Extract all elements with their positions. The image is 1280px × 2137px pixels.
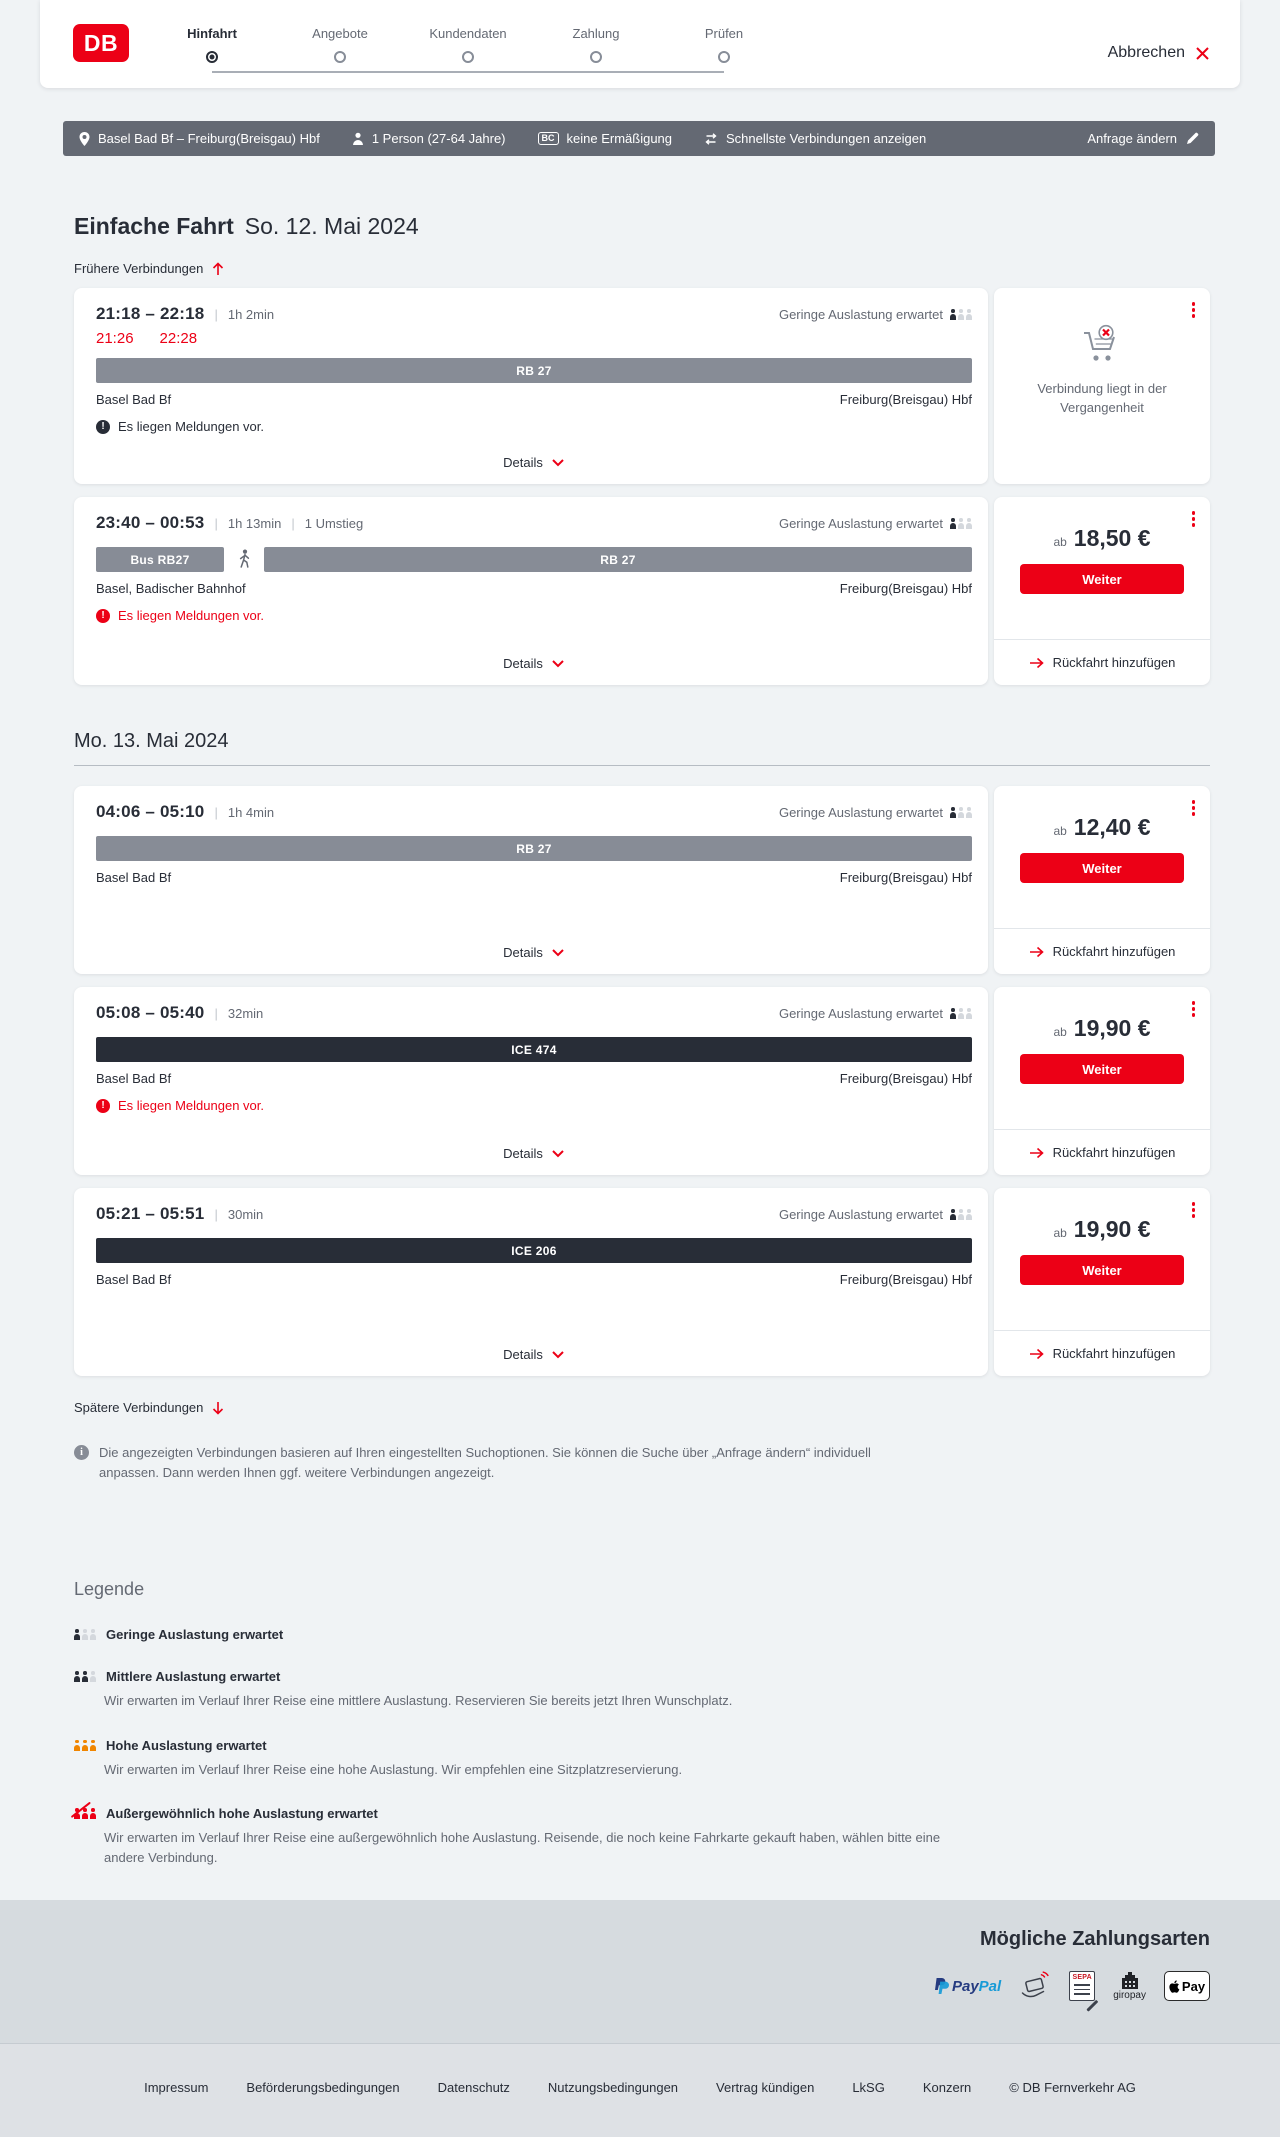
departure-arrival-times: 05:08 – 05:40 [96, 1003, 205, 1022]
trip-type-label: Einfache Fahrt [74, 213, 234, 239]
date-heading: So. 12. Mai 2024 [244, 213, 419, 239]
connection-details [74, 497, 988, 685]
occupancy-low-icon [950, 1209, 972, 1220]
location-pin-icon [79, 132, 90, 146]
route-label: Basel Bad Bf – Freiburg(Breisgau) Hbf [98, 131, 320, 146]
delayed-arrival: 22:28 [159, 330, 198, 347]
apple-logo-icon [1169, 1980, 1180, 1993]
kebab-menu[interactable] [1190, 300, 1198, 320]
delayed-departure: 21:26 [96, 330, 134, 347]
step-hinfahrt[interactable] [148, 26, 276, 63]
connection-details [74, 987, 988, 1175]
departure-arrival-times: 04:06 – 05:10 [96, 802, 205, 821]
add-return-label: Rückfahrt hinzufügen [1052, 1145, 1176, 1160]
legend-item-description: Wir erwarten im Verlauf Ihrer Reise eine hohe Auslastung. Wir empfehlen eine Sitzplatzreservierung. [104, 1761, 683, 1777]
stations-row [96, 392, 972, 407]
pencil-icon [1186, 132, 1199, 145]
footer-link-lksg[interactable]: LkSG [852, 2080, 885, 2096]
connection-head [96, 1003, 972, 1023]
add-return-label: Rückfahrt hinzufügen [1052, 1346, 1176, 1361]
departure-arrival-times: 05:21 – 05:51 [96, 1204, 205, 1223]
occupancy-indicator [779, 1207, 972, 1222]
step-angebote[interactable] [276, 26, 404, 63]
occupancy-exceptional-icon [74, 1808, 96, 1819]
details-label: Details [503, 455, 543, 470]
weiter-button[interactable]: Weiter [1020, 1255, 1184, 1285]
occupancy-low-icon [74, 1629, 96, 1640]
swap-arrows-icon [704, 133, 718, 145]
duration: 32min [227, 1006, 264, 1021]
stations-row [96, 1272, 972, 1287]
connection-card [74, 786, 1210, 974]
occupancy-indicator [779, 516, 972, 531]
connection-details [74, 288, 988, 484]
journey-segments [96, 1238, 972, 1263]
cancel-label: Abbrechen [1107, 44, 1185, 61]
earlier-connections-link[interactable] [74, 261, 224, 276]
step-label: Prüfen [704, 26, 744, 41]
step-circle-icon [462, 51, 474, 63]
occupancy-label: Geringe Auslastung erwartet [778, 1006, 943, 1021]
connection-head [96, 513, 972, 533]
footer-link-nutzungsbedingungen[interactable]: Nutzungsbedingungen [547, 2080, 679, 2096]
fastest-connections-label: Schnellste Verbindungen anzeigen [726, 131, 927, 146]
chevron-down-icon [551, 458, 565, 467]
bahncard-badge: BC [538, 132, 559, 146]
chevron-down-icon [551, 948, 565, 957]
booking-panel [994, 987, 1210, 1175]
origin-station: Basel, Badischer Bahnhof [96, 581, 246, 596]
price [1053, 525, 1150, 552]
arrow-down-icon [212, 1401, 224, 1415]
route-chip [79, 131, 320, 146]
add-return-link[interactable] [994, 639, 1210, 685]
bahncard-label: keine Ermäßigung [566, 131, 673, 146]
duration: 1h 13min [227, 516, 282, 531]
connection-card [74, 288, 1210, 484]
kebab-menu[interactable] [1190, 1200, 1198, 1220]
step-zahlung[interactable] [532, 26, 660, 63]
bahncard-chip [538, 131, 673, 146]
details-toggle[interactable] [503, 1134, 565, 1161]
connection-details [74, 786, 988, 974]
train-label: RB 27 [96, 836, 972, 861]
details-label: Details [503, 656, 543, 671]
footer-link-befoerderungsbedingungen[interactable]: Beförderungsbedingungen [246, 2080, 400, 2096]
step-label: Zahlung [572, 26, 620, 41]
header [40, 0, 1240, 88]
past-connection-note [1014, 324, 1190, 418]
stations-row [96, 870, 972, 885]
duration: 1h 4min [227, 805, 275, 820]
arrow-right-icon [1029, 946, 1044, 958]
train-label: ICE 206 [96, 1238, 972, 1263]
chevron-down-icon [551, 1149, 565, 1158]
legend-item-description: Wir erwarten im Verlauf Ihrer Reise eine mittlere Auslastung. Reservieren Sie bereits jetzt Ihren Wunschplatz. [104, 1693, 733, 1709]
weiter-button[interactable]: Weiter [1020, 564, 1184, 594]
change-request-label: Anfrage ändern [1087, 131, 1177, 146]
legend-item [74, 1806, 1210, 1821]
info-icon [74, 1445, 89, 1460]
weiter-button[interactable]: Weiter [1020, 1054, 1184, 1084]
departure-arrival-times: 21:18 – 22:18 [96, 304, 205, 323]
kebab-menu[interactable] [1190, 798, 1198, 818]
legend-item-title: Außergewöhnlich hohe Auslastung erwartet [106, 1806, 378, 1822]
passenger-chip [352, 131, 506, 146]
occupancy-medium-icon [74, 1671, 96, 1682]
occupancy-indicator [779, 805, 972, 820]
weiter-button[interactable]: Weiter [1020, 853, 1184, 883]
duration: 1h 2min [227, 307, 275, 322]
step-circle-icon [590, 51, 602, 63]
destination-station: Freiburg(Breisgau) Hbf [839, 1272, 972, 1287]
person-icon [352, 132, 364, 145]
alert-icon [96, 420, 110, 434]
past-connection-label: Verbindung liegt in der Vergangenheit [1037, 381, 1167, 415]
legend-item-title: Mittlere Auslastung erwartet [106, 1669, 281, 1685]
walk-transfer [232, 549, 256, 571]
price-prefix: ab [1053, 824, 1067, 838]
price-amount: 18,50 € [1073, 525, 1151, 551]
delayed-times [96, 330, 972, 347]
cancel-button[interactable] [1108, 44, 1210, 62]
chevron-down-icon [551, 1350, 565, 1359]
price [1053, 1216, 1150, 1243]
step-circle-active-icon [206, 51, 218, 63]
paypal-logo-icon [934, 1977, 949, 1995]
stations-row [96, 1071, 972, 1086]
apple-pay-icon: Pay [1164, 1971, 1210, 2001]
price-amount: 19,90 € [1073, 1015, 1151, 1041]
occupancy-low-icon [950, 807, 972, 818]
later-connections-link[interactable] [74, 1400, 224, 1415]
db-logo-text: DB [83, 29, 119, 56]
origin-station: Basel Bad Bf [96, 1071, 172, 1086]
details-toggle[interactable] [503, 933, 565, 960]
step-label: Angebote [312, 26, 368, 41]
db-logo[interactable] [73, 24, 129, 62]
booking-panel [994, 1188, 1210, 1376]
separator: | [214, 307, 218, 322]
paypal-icon: PayPal [934, 1977, 1001, 1995]
connection-head [96, 802, 972, 822]
journey-segments [96, 547, 972, 572]
destination-station: Freiburg(Breisgau) Hbf [839, 870, 972, 885]
step-pruefen[interactable] [660, 26, 788, 63]
origin-station: Basel Bad Bf [96, 870, 172, 885]
kebab-menu[interactable] [1190, 509, 1198, 529]
messages-label: Es liegen Meldungen vor. [118, 1098, 264, 1113]
arrow-right-icon [1029, 1348, 1044, 1360]
journey-segments [96, 1037, 972, 1062]
booking-panel [994, 497, 1210, 685]
legend-item [74, 1669, 1210, 1684]
arrow-right-icon [1029, 657, 1044, 669]
details-label: Details [503, 1347, 543, 1362]
arrow-up-icon [212, 262, 224, 276]
price [1053, 814, 1150, 841]
occupancy-low-icon [950, 518, 972, 529]
separator: | [214, 1207, 218, 1222]
cart-unavailable-icon [1079, 324, 1125, 366]
booking-panel [994, 288, 1210, 484]
occupancy-low-icon [950, 309, 972, 320]
add-return-link[interactable] [994, 1330, 1210, 1376]
page-title [74, 213, 1210, 240]
transfers: 1 Umstieg [304, 516, 364, 531]
connection-card [74, 1188, 1210, 1376]
separator: | [291, 516, 295, 531]
connection-details [74, 1188, 988, 1376]
separator: | [214, 1006, 218, 1021]
step-circle-icon [334, 51, 346, 63]
footer-link-impressum[interactable]: Impressum [144, 2080, 209, 2096]
separator: | [214, 516, 218, 531]
close-icon [1195, 46, 1210, 61]
occupancy-label: Geringe Auslastung erwartet [778, 805, 943, 820]
change-request-button[interactable] [1087, 131, 1199, 146]
departure-arrival-times: 23:40 – 00:53 [96, 513, 205, 532]
price-prefix: ab [1053, 1226, 1067, 1240]
legend-item-description: Wir erwarten im Verlauf Ihrer Reise eine außergewöhnlich hohe Auslastung. Reisende, die noch keine Fahrkarte gekauft haben, wählen bitte eine andere Verbindung. [104, 1830, 941, 1865]
occupancy-label: Geringe Auslastung erwartet [778, 307, 943, 322]
booking-panel [994, 786, 1210, 974]
progress-stepper [148, 0, 788, 63]
contactless-card-icon [1019, 1971, 1051, 2001]
price [1053, 1015, 1150, 1042]
add-return-label: Rückfahrt hinzufügen [1052, 655, 1176, 670]
alert-icon [96, 1099, 110, 1113]
price-prefix: ab [1053, 535, 1067, 549]
connection-card [74, 987, 1210, 1175]
sepa-direct-debit-icon: SEPA [1069, 1971, 1095, 2001]
details-label: Details [503, 1146, 543, 1161]
footer [0, 2043, 1280, 2137]
occupancy-label: Geringe Auslastung erwartet [778, 516, 943, 531]
price-amount: 12,40 € [1073, 814, 1151, 840]
details-toggle[interactable] [503, 443, 565, 470]
payments-heading: Mögliche Zahlungsarten [979, 1928, 1210, 1951]
connection-head [96, 1204, 972, 1224]
search-summary-bar [63, 121, 1215, 156]
step-label: Hinfahrt [187, 26, 237, 41]
step-circle-icon [718, 51, 730, 63]
divider [74, 765, 1210, 766]
add-return-label: Rückfahrt hinzufügen [1052, 944, 1176, 959]
footer-link-konzern[interactable]: Konzern [922, 2080, 972, 2096]
details-toggle[interactable] [503, 644, 565, 671]
footer-copyright: © DB Fernverkehr AG [1009, 2080, 1136, 2096]
connection-head [96, 304, 972, 324]
price-amount: 19,90 € [1073, 1216, 1151, 1242]
search-options-note [74, 1443, 884, 1483]
details-toggle[interactable] [503, 1335, 565, 1362]
legend-item [74, 1627, 1210, 1642]
journey-segments [96, 358, 972, 383]
add-return-link[interactable] [994, 928, 1210, 974]
occupancy-indicator [779, 1006, 972, 1021]
bus-label: Bus RB27 [96, 547, 224, 572]
passenger-label: 1 Person (27-64 Jahre) [371, 131, 506, 146]
legend-item-title: Hohe Auslastung erwartet [106, 1737, 267, 1753]
payment-icons-row [70, 1971, 1210, 2001]
add-return-link[interactable] [994, 1129, 1210, 1175]
footer-link-vertrag-kuendigen[interactable]: Vertrag kündigen [716, 2080, 815, 2096]
earlier-connections-label: Frühere Verbindungen [74, 261, 204, 276]
occupancy-indicator [779, 307, 972, 322]
legend-section [74, 1579, 1210, 1867]
legend-heading: Legende [74, 1579, 145, 1600]
fastest-connections-toggle[interactable] [704, 131, 926, 146]
details-label: Details [503, 945, 543, 960]
train-label: ICE 474 [96, 1037, 972, 1062]
next-day-heading: Mo. 13. Mai 2024 [74, 730, 229, 752]
messages-note [96, 1098, 972, 1113]
train-label: RB 27 [264, 547, 972, 572]
origin-station: Basel Bad Bf [96, 1272, 172, 1287]
occupancy-low-icon [950, 1008, 972, 1019]
step-label: Kundendaten [429, 26, 507, 41]
alert-icon [96, 609, 110, 623]
messages-note [96, 419, 972, 434]
messages-label: Es liegen Meldungen vor. [118, 419, 264, 434]
payments-section [0, 1900, 1280, 2043]
occupancy-high-icon [74, 1740, 96, 1751]
later-connections-label: Spätere Verbindungen [74, 1400, 204, 1415]
giropay-building-icon [1120, 1972, 1140, 1989]
search-options-note-text: Die angezeigten Verbindungen basieren auf Ihren eingestellten Suchoptionen. Sie können die Suche über „Anfrage ändern“ individuell anpassen. Dann werden Ihnen ggf. weitere Verbindungen angezeigt. [99, 1445, 871, 1481]
destination-station: Freiburg(Breisgau) Hbf [839, 581, 972, 596]
duration: 30min [227, 1207, 264, 1222]
messages-note [96, 608, 972, 623]
step-kundendaten[interactable] [404, 26, 532, 63]
destination-station: Freiburg(Breisgau) Hbf [839, 1071, 972, 1086]
train-label: RB 27 [96, 358, 972, 383]
chevron-down-icon [551, 659, 565, 668]
giropay-icon: giropay [1113, 1972, 1146, 2001]
stations-row [96, 581, 972, 596]
destination-station: Freiburg(Breisgau) Hbf [839, 392, 972, 407]
footer-link-datenschutz[interactable]: Datenschutz [437, 2080, 510, 2096]
separator: | [214, 805, 218, 820]
occupancy-label: Geringe Auslastung erwartet [778, 1207, 943, 1222]
connection-card [74, 497, 1210, 685]
walking-person-icon [238, 549, 251, 571]
kebab-menu[interactable] [1190, 999, 1198, 1019]
price-prefix: ab [1053, 1025, 1067, 1039]
arrow-right-icon [1029, 1147, 1044, 1159]
messages-label: Es liegen Meldungen vor. [118, 608, 264, 623]
legend-item-title: Geringe Auslastung erwartet [106, 1627, 284, 1643]
legend-item [74, 1738, 1210, 1753]
origin-station: Basel Bad Bf [96, 392, 172, 407]
journey-segments [96, 836, 972, 861]
